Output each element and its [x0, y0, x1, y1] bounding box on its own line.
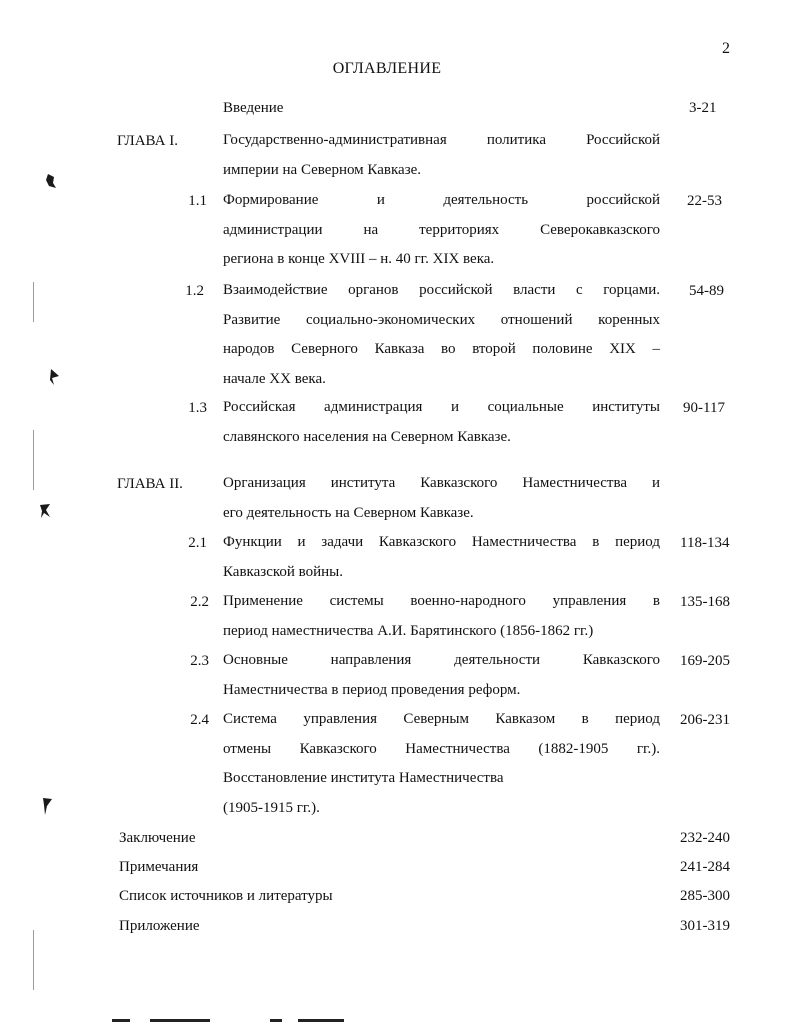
section-title [223, 587, 660, 646]
scan-bottom-mark [150, 1019, 210, 1022]
chapter-2-label: ГЛАВА II. [117, 476, 183, 492]
page-title: ОГЛАВЛЕНИЕ [332, 60, 442, 77]
section-title [223, 393, 660, 452]
scan-bottom-mark [270, 1019, 282, 1022]
section-title-line: Основные направления деятельности Кавказского [223, 652, 660, 668]
scan-speck-icon [44, 172, 58, 190]
scan-margin-line [33, 930, 34, 990]
scan-margin-line [33, 430, 34, 490]
chapter-1-title [223, 126, 660, 185]
chapter-1-title-line: империи на Северном Кавказе. [223, 161, 422, 178]
toc-conclusion-label: Заключение [119, 830, 196, 846]
section-title-line: администрации на территориях Северокавказского [223, 221, 660, 238]
section-title-line: Развитие социально-экономических отношений коренных [223, 311, 660, 328]
toc-sources-pages: 285-300 [680, 888, 730, 904]
toc-notes-label: Примечания [119, 859, 199, 875]
scan-speck-icon [38, 502, 52, 520]
chapter-2-title-line: Организация института Кавказского Наместничества и [223, 475, 660, 491]
section-title [223, 705, 660, 823]
section-title-line: Российская администрация и социальные институты [223, 399, 660, 415]
section-pages: 206-231 [680, 712, 730, 728]
section-number: 1.3 [188, 400, 207, 416]
section-title-line: региона в конце XVIII – н. 40 гг. XIX века. [223, 251, 495, 267]
scan-bottom-mark [112, 1019, 130, 1022]
toc-intro-pages: 3-21 [689, 100, 717, 116]
section-title [223, 276, 660, 394]
scan-bottom-mark [298, 1019, 344, 1022]
scan-margin-line [33, 282, 34, 322]
section-title-line: период наместничества А.И. Барятинского (1856-1862 гг.) [223, 622, 594, 639]
section-number: 1.1 [188, 193, 207, 209]
page-number: 2 [722, 40, 730, 57]
section-number: 2.3 [190, 653, 209, 669]
section-title [223, 528, 660, 587]
toc-notes-pages: 241-284 [680, 859, 730, 875]
section-title-line: Функции и задачи Кавказского Наместничества в период [223, 534, 660, 550]
chapter-1-title-line: Государственно-административная политика Российской [223, 132, 660, 148]
section-title-line: Взаимодействие органов российской власти с горцами. [223, 282, 660, 298]
section-title-line: (1905-1915 гг.). [223, 799, 320, 816]
section-pages: 90-117 [683, 400, 725, 416]
section-title-line: Восстановление института Наместничества [223, 770, 504, 786]
scan-speck-icon [40, 796, 54, 816]
section-pages: 135-168 [680, 594, 730, 610]
section-number: 1.2 [185, 283, 204, 299]
section-number: 2.1 [188, 535, 207, 551]
toc-appendix-label: Приложение [119, 918, 200, 934]
chapter-2-title [223, 469, 660, 528]
toc-conclusion-pages: 232-240 [680, 830, 730, 846]
section-title-line: Применение системы военно-народного управления в [223, 593, 660, 609]
section-pages: 54-89 [689, 283, 724, 299]
section-title [223, 646, 660, 705]
toc-sources-label: Список источников и литературы [119, 888, 333, 904]
section-pages: 169-205 [680, 653, 730, 669]
toc-appendix-pages: 301-319 [680, 918, 730, 934]
section-title-line: отмены Кавказского Наместничества (1882-1905 гг.). [223, 740, 660, 757]
section-title [223, 186, 660, 275]
section-pages: 22-53 [687, 193, 722, 209]
section-title-line: Наместничества в период проведения реформ. [223, 681, 521, 698]
section-pages: 118-134 [680, 535, 730, 551]
chapter-2-title-line: его деятельность на Северном Кавказе. [223, 504, 474, 521]
chapter-1-label: ГЛАВА I. [117, 133, 178, 149]
section-number: 2.4 [190, 712, 209, 728]
section-title-line: Кавказской войны. [223, 563, 344, 580]
section-title-line: славянского населения на Северном Кавказе. [223, 428, 511, 445]
section-title-line: народов Северного Кавказа во второй половине XIX – [223, 341, 660, 357]
section-number: 2.2 [190, 594, 209, 610]
section-title-line: Система управления Северным Кавказом в период [223, 711, 660, 727]
scan-speck-icon [48, 368, 62, 386]
section-title-line: начале XX века. [223, 370, 326, 387]
toc-intro-label: Введение [223, 100, 284, 116]
section-title-line: Формирование и деятельность российской [223, 192, 660, 208]
